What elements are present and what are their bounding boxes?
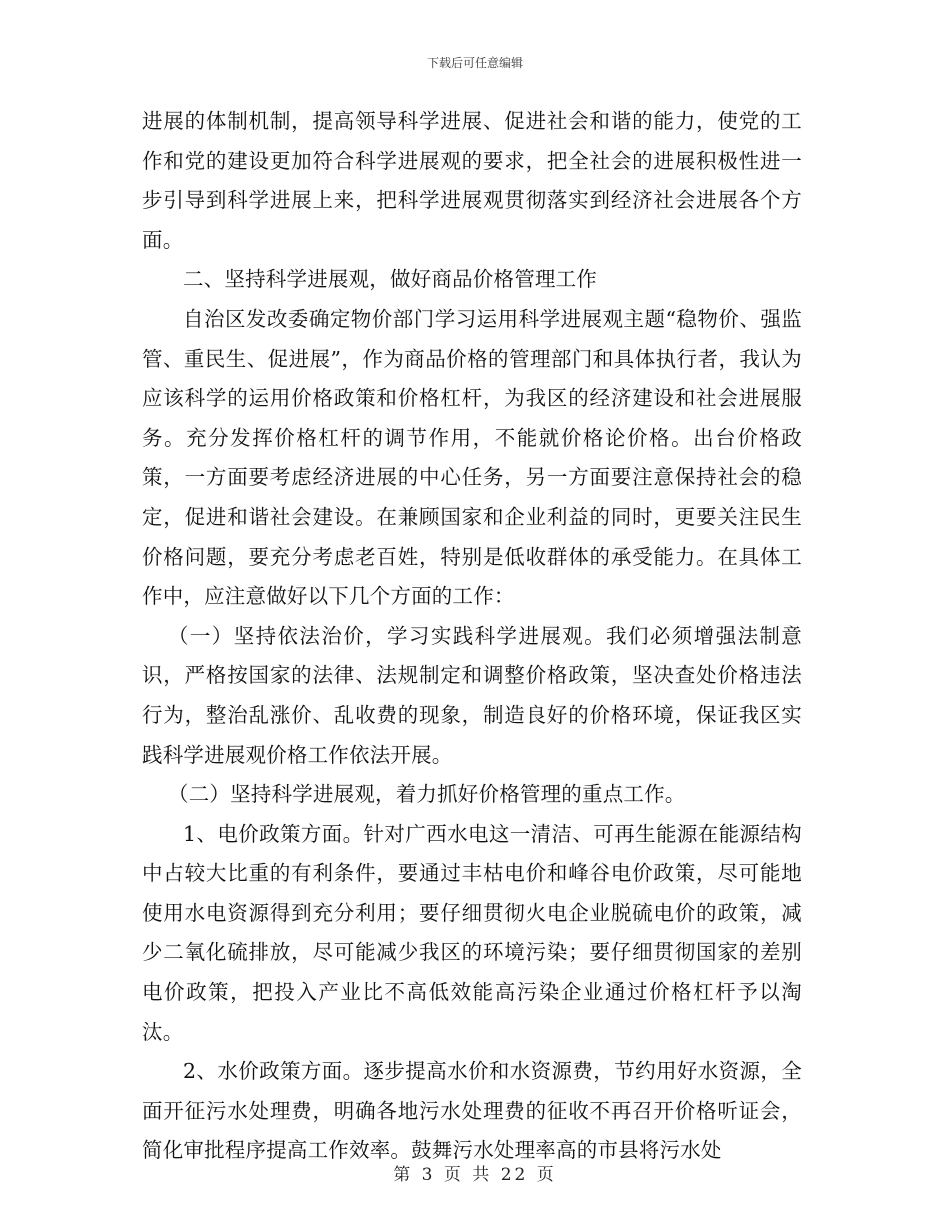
paragraph-intro: 自治区发改委确定物价部门学习运用科学进展观主题“稳物价、强监管、重民生、促进展”，作为商品价格的管理部门和具体执行者，我认为应该科学的运用价格政策和价格杠杆，为我区的经济建设和社会进展服务。充分发挥价格杠杆的调节作用，不能就价格论价格。出台价格政策，一方面要考虑经济进展的中心任务，另一方面要注意保持社会的稳定，促进和谐社会建设。在兼顾国家和企业利益的同时，更要关注民生价格问题，要充分考虑老百姓，特别是低收群体的承受能力。在具体工作中，应注意做好以下几个方面的工作： (142, 306, 802, 609)
footer-suffix: 页 (536, 1165, 557, 1185)
footer-page-number: 3 (421, 1165, 436, 1185)
item-1-electricity-paragraph: 1、电价政策方面。针对广西水电这一清洁、可再生能源在能源结构中占较大比重的有利条件，要通过丰枯电价和峰谷电价政策，尽可能地使用水电资源得到充分利用；要仔细贯彻火电企业脱硫电价的政策，减少二氧化硫排放，尽可能减少我区的环境污染；要仔细贯彻国家的差别电价政策，把投入产业比不高低效能高污染企业通过价格杠杆予以淘汰。 (142, 821, 802, 1044)
footer-prefix: 第 (393, 1165, 414, 1185)
footer-middle: 页 共 (443, 1165, 493, 1185)
page-footer (0, 1160, 950, 1185)
document-body (142, 102, 802, 1171)
subsection-2-heading: （二）坚持科学进展观，着力抓好价格管理的重点工作。 (168, 782, 686, 807)
paragraph-continuation: 进展的体制机制，提高领导科学进展、促进社会和谐的能力，使党的工作和党的建设更加符合科学进展观的要求，把全社会的进展积极性进一步引导到科学进展上来，把科学进展观贯彻落实到经济社会进展各个方面。 (142, 109, 802, 252)
footer-total-pages: 22 (500, 1165, 529, 1185)
section-heading-2: 二、坚持科学进展观，做好商品价格管理工作 (183, 267, 597, 292)
subsection-1-paragraph: （一）坚持依法治价，学习实践科学进展观。我们必须增强法制意识，严格按国家的法律、法规制定和调整价格政策，坚决查处价格违法行为，整治乱涨价、乱收费的现象，制造良好的价格环境，保证我区实践科学进展观价格工作依法开展。 (142, 623, 802, 767)
page-header: 下载后可任意编辑 (426, 56, 523, 70)
item-2-water-paragraph: 2、水价政策方面。逐步提高水价和水资源费，节约用好水资源，全面开征污水处理费，明确各地污水处理费的征收不再召开价格听证会，简化审批程序提高工作效率。鼓舞污水处理率高的市县将污水处 (142, 1059, 802, 1163)
